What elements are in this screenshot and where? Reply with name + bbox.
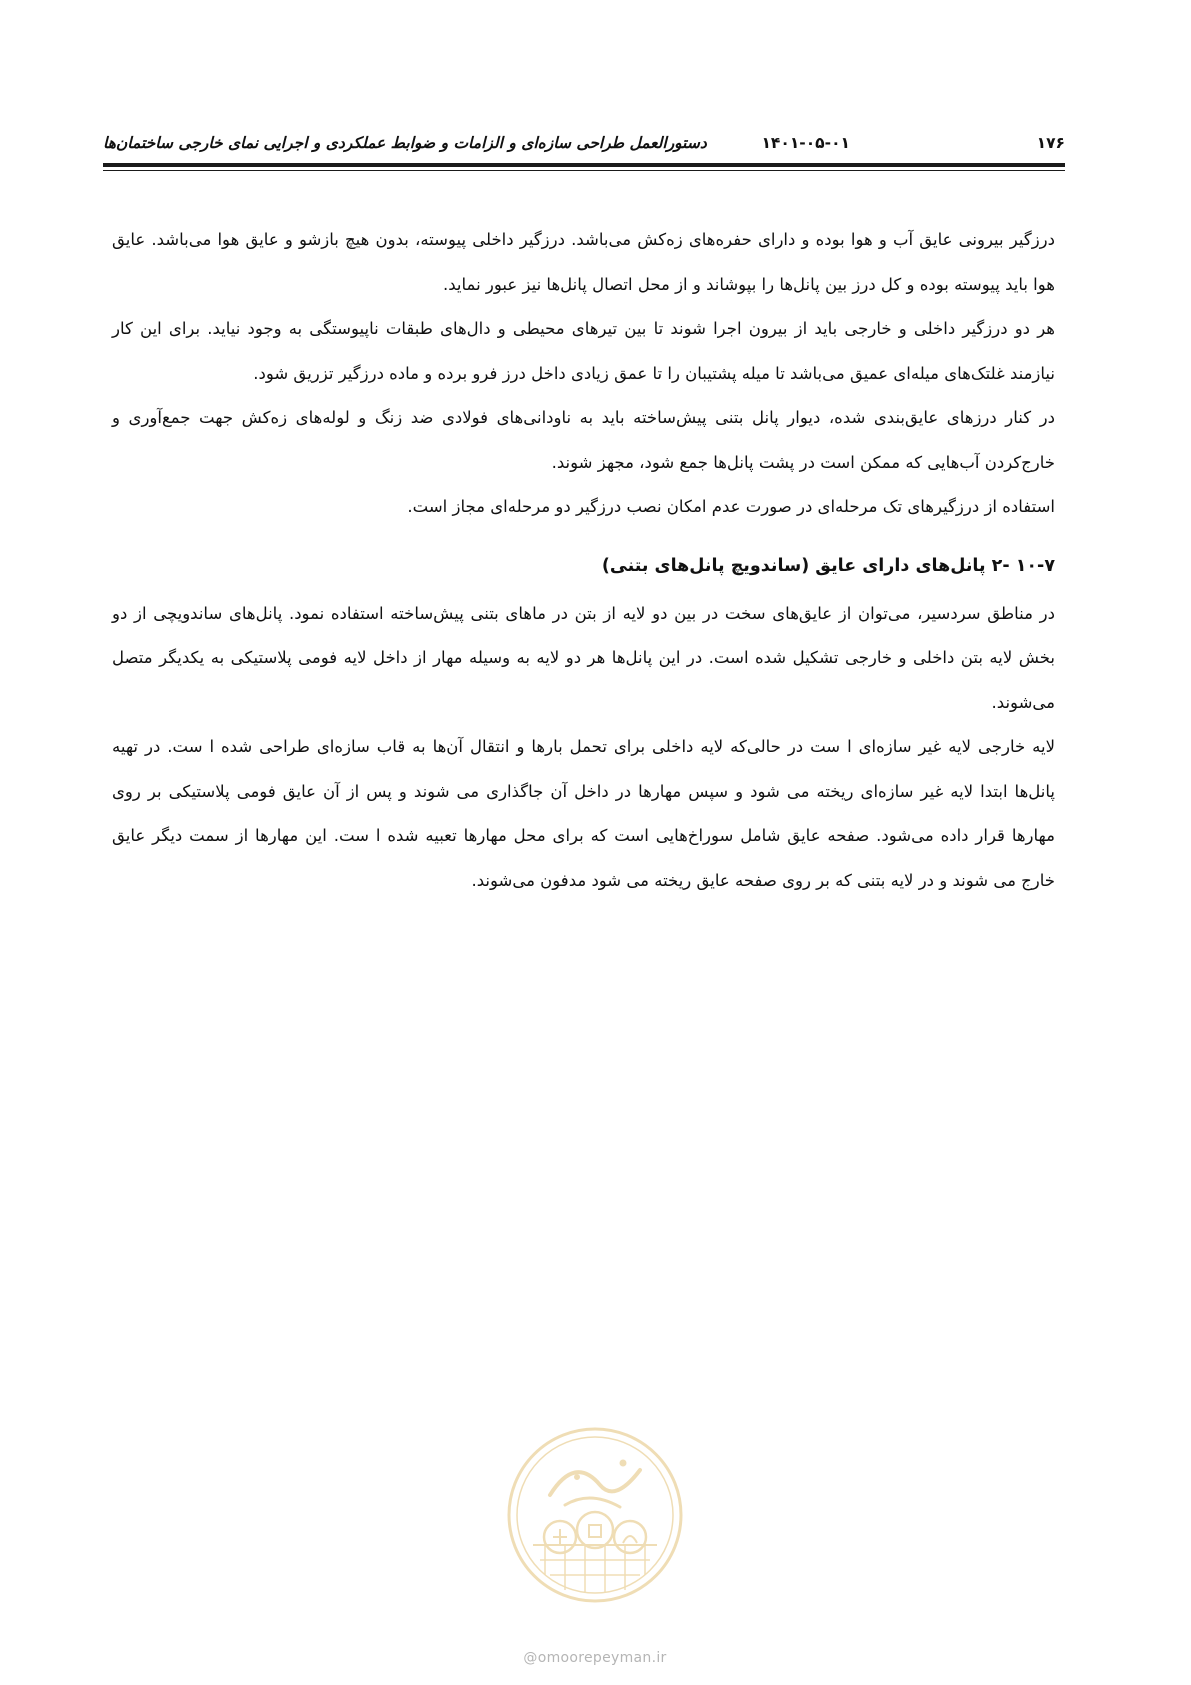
header-rule-thick: [103, 163, 1065, 167]
paragraph: در کنار درزهای عایق‌بندی شده، دیوار پانل بتنی پیش‌ساخته باید به ناودانی‌های فولادی ضد زنگ و لوله‌های زه‌کش جهت جمع‌آوری و خارج‌کردن آب‌هایی که ممکن است در پشت پانل‌ها جمع شود، مجهز شوند.: [112, 408, 1055, 472]
header-date: ۱۴۰۱-۰۵-۰۱: [761, 134, 850, 152]
seal-icon: [505, 1425, 685, 1605]
paragraph: لایه خارجی لایه غیر سازه‌ای ا ست در حالی‌که لایه داخلی برای تحمل بارها و انتقال آن‌ها به قاب سازه‌ای طراحی شده ا ست. در تهیه پانل‌ها ابتدا لایه غیر سازه‌ای ریخته می شود و سپس مهارها در داخل آن جاگذاری می شوند و پس از آن عایق فومی پلاستیکی بر روی مهارها قرار داده می‌شود. صفحه عایق شامل سوراخ‌هایی است که برای محل مهارها تعبیه شده ا ست. این مهارها از سمت دیگر عایق خارج می شوند و در لایه بتنی که بر روی صفحه عایق ریخته می شود مدفون می‌شوند.: [112, 737, 1055, 890]
paragraph: در مناطق سردسیر، می‌توان از عایق‌های سخت در بین دو لایه از بتن در ماهای بتنی پیش‌ساخته استفاده نمود. پانل‌های ساندویچی از دو بخش لایه بتن داخلی و خارجی تشکیل شده است. در این پانل‌ها هر دو لایه به وسیله مهار از داخل لایه فومی پلاستیکی به یکدیگر متصل می‌شوند.: [112, 603, 1055, 712]
paragraph: هر دو درزگیر داخلی و خارجی باید از بیرون اجرا شوند تا بین تیرهای محیطی و دال‌های طبقات ناپیوستگی به وجود نیاید. برای این کار نیازمند غلتک‌های میله‌ای عمیق می‌باشد تا میله پشتیبان را تا عمق زیادی داخل درز فرو برده و ماده درزگیر تزریق شود.: [112, 319, 1055, 383]
watermark-logo: [505, 1425, 685, 1605]
watermark-url: @omoorepeyman.ir: [523, 1650, 667, 1666]
paragraph: استفاده از درزگیرهای تک مرحله‌ای در صورت عدم امکان نصب درزگیر دو مرحله‌ای مجاز است.: [407, 497, 1055, 516]
header-rule-thin: [103, 170, 1065, 171]
page-header: [103, 130, 1065, 160]
page-number: ۱۷۶: [1036, 134, 1065, 152]
paragraph: درزگیر بیرونی عایق آب و هوا بوده و دارای حفره‌های زه‌کش می‌باشد. درزگیر داخلی پیوسته، بدون هیچ بازشو و عایق هوا می‌باشد. عایق هوا باید پیوسته بوده و کل درز بین پانل‌ها را بپوشاند و از محل اتصال پانل‌ها نیز عبور نماید.: [112, 230, 1055, 294]
header-title: دستورالعمل طراحی سازه‌ای و الزامات و ضوابط عملکردی و اجرایی نمای خارجی ساختمان‌ها: [103, 134, 707, 152]
section-heading: ۱۰-۷ -۲ پانل‌های دارای عایق (ساندویچ پانل‌های بتنی): [601, 555, 1055, 576]
body-content: [112, 218, 1055, 903]
